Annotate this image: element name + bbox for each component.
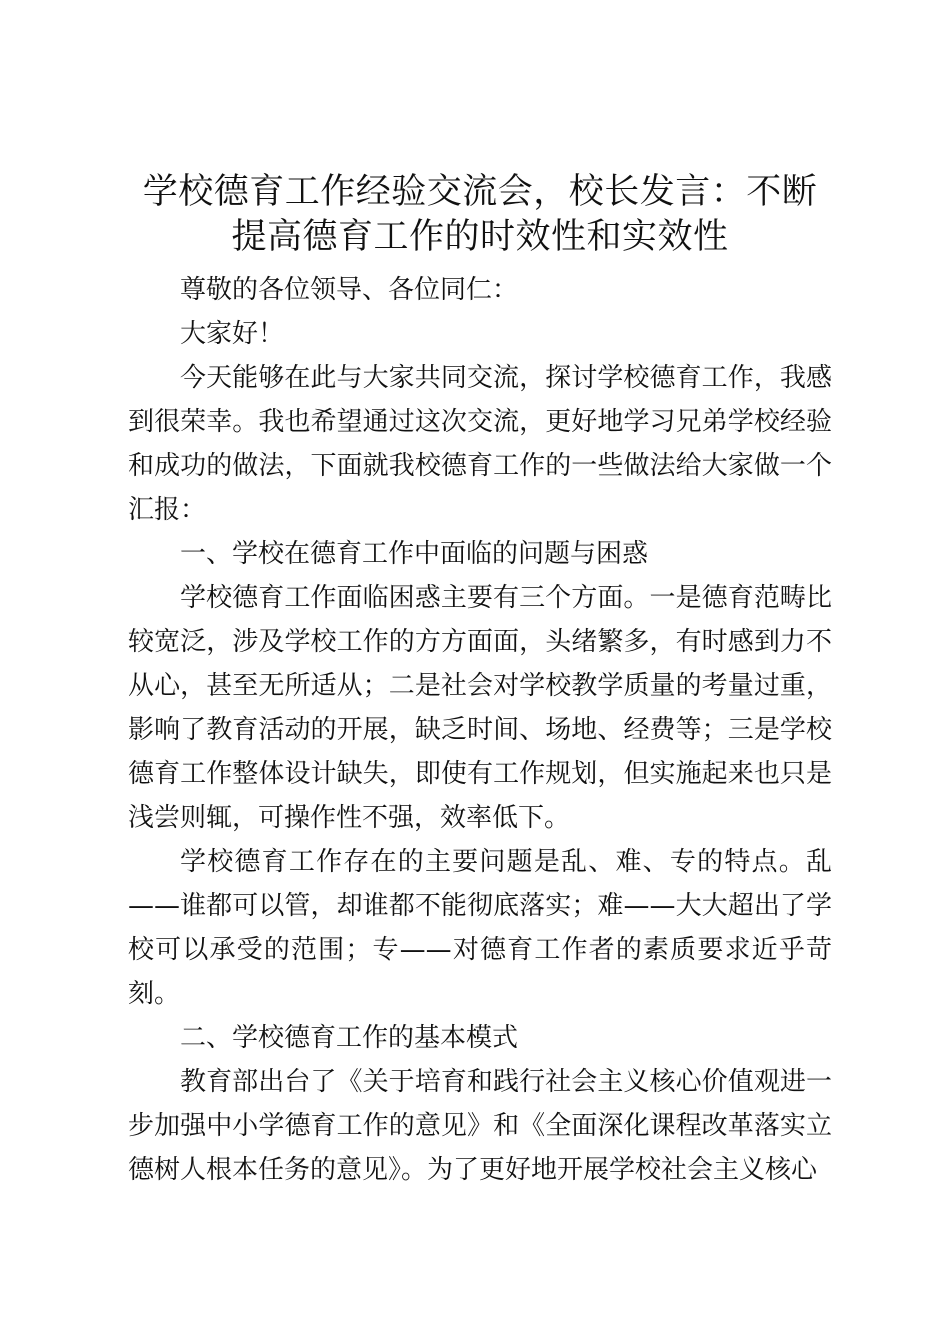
section-1-heading: 一、学校在德育工作中面临的问题与困惑 [180,539,649,569]
section-2-heading: 二、学校德育工作的基本模式 [180,1023,519,1053]
greeting-line: 尊敬的各位领导、各位同仁： [180,275,519,305]
document-page [128,170,832,1192]
section-1-paragraph-2: 学校德育工作存在的主要问题是乱、难、专的特点。乱——谁都可以管，却谁都不能彻底落实；难——大大超出了学校可以承受的范围；专——对德育工作者的素质要求近乎苛刻。 [128,847,832,1009]
hello-line: 大家好！ [180,319,285,349]
section-2-paragraph-1: 教育部出台了《关于培育和践行社会主义核心价值观进一步加强中小学德育工作的意见》和《全面深化课程改革落实立德树人根本任务的意见》。为了更好地开展学校社会主义核心 [128,1067,832,1185]
document-title: 学校德育工作经验交流会，校长发言：不断提高德育工作的时效性和实效性 [142,172,818,257]
section-1-paragraph-1: 学校德育工作面临困惑主要有三个方面。一是德育范畴比较宽泛，涉及学校工作的方方面面，头绪繁多，有时感到力不从心，甚至无所适从；二是社会对学校教学质量的考量过重，影响了教育活动的开展，缺乏时间、场地、经费等；三是学校德育工作整体设计缺失，即使有工作规划，但实施起来也只是浅尝则辄，可操作性不强，效率低下。 [128,583,832,833]
intro-paragraph: 今天能够在此与大家共同交流，探讨学校德育工作，我感到很荣幸。我也希望通过这次交流，更好地学习兄弟学校经验和成功的做法，下面就我校德育工作的一些做法给大家做一个汇报： [128,363,832,525]
